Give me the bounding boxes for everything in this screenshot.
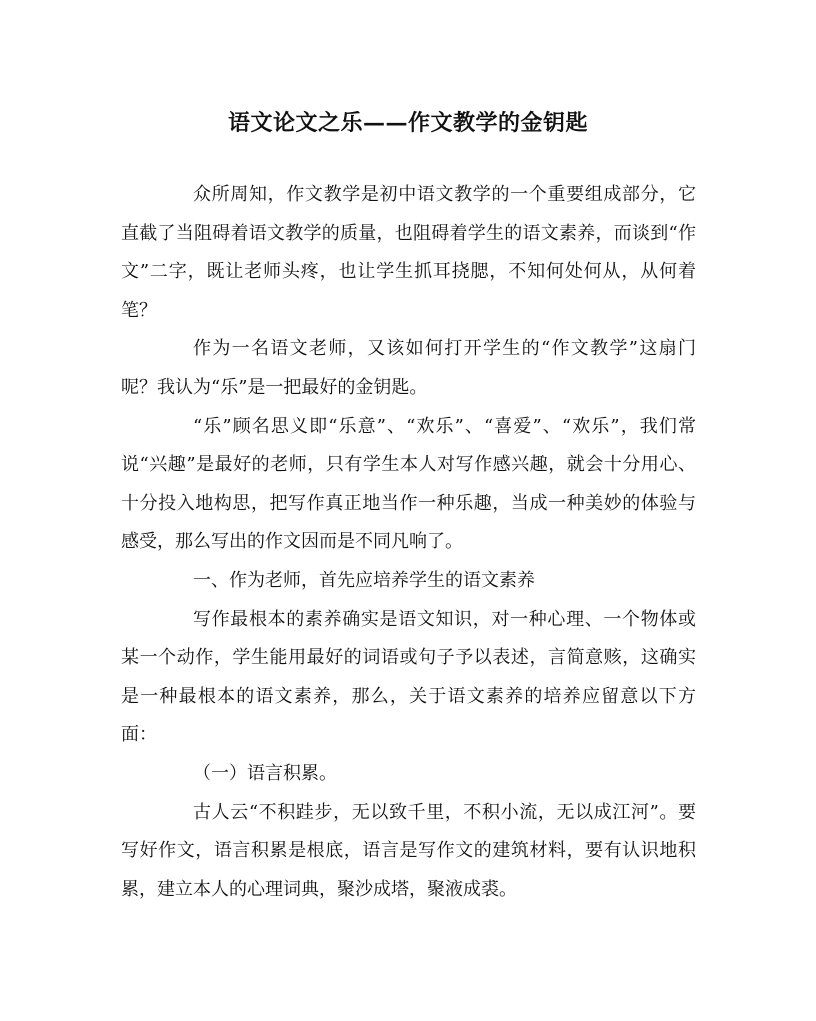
- paragraph-le-meaning: “乐”顾名思义即“乐意”、“欢乐”、“喜爱”、“欢乐”，我们常说“兴趣”是最好的老师，只有学生本人对写作感兴趣，就会十分用心、十分投入地构思，把写作真正地当作一种乐趣，当成一种美妙的体验与感受，那么写出的作文因而是不同凡响了。: [121, 415, 696, 553]
- paragraph-literacy: 写作最根本的素养确实是语文知识，对一种心理、一个物体或某一个动作，学生能用最好的词语或句子予以表述，言简意赅，这确实是一种最根本的语文素养，那么，关于语文素养的培养应留意以下方面：: [121, 608, 696, 746]
- subsection-heading-1: （一）语言积累。: [193, 762, 337, 784]
- section-heading-1: 一、作为老师，首先应培养学生的语文素养: [193, 569, 535, 591]
- paragraph-intro: 众所周知，作文教学是初中语文教学的一个重要组成部分，它直截了当阻碍着语文教学的质量，也阻碍着学生的语文素养，而谈到“作文”二字，既让老师头疼，也让学生抓耳挠腮，不知何处何从，从何着笔？: [121, 184, 696, 321]
- paragraph-accumulation: 古人云“不积跬步，无以致千里，不积小流，无以成江河”。要写好作文，语言积累是根底，语言是写作文的建筑材料，要有认识地积累，建立本人的心理词典，聚沙成塔，聚液成裘。: [121, 801, 696, 900]
- document-body: [121, 176, 696, 909]
- document-title: 语文论文之乐——作文教学的金钥匙: [227, 110, 588, 136]
- paragraph-golden-key: 作为一名语文老师，又该如何打开学生的“作文教学”这扇门呢？我认为“乐”是一把最好的金钥匙。: [121, 338, 696, 398]
